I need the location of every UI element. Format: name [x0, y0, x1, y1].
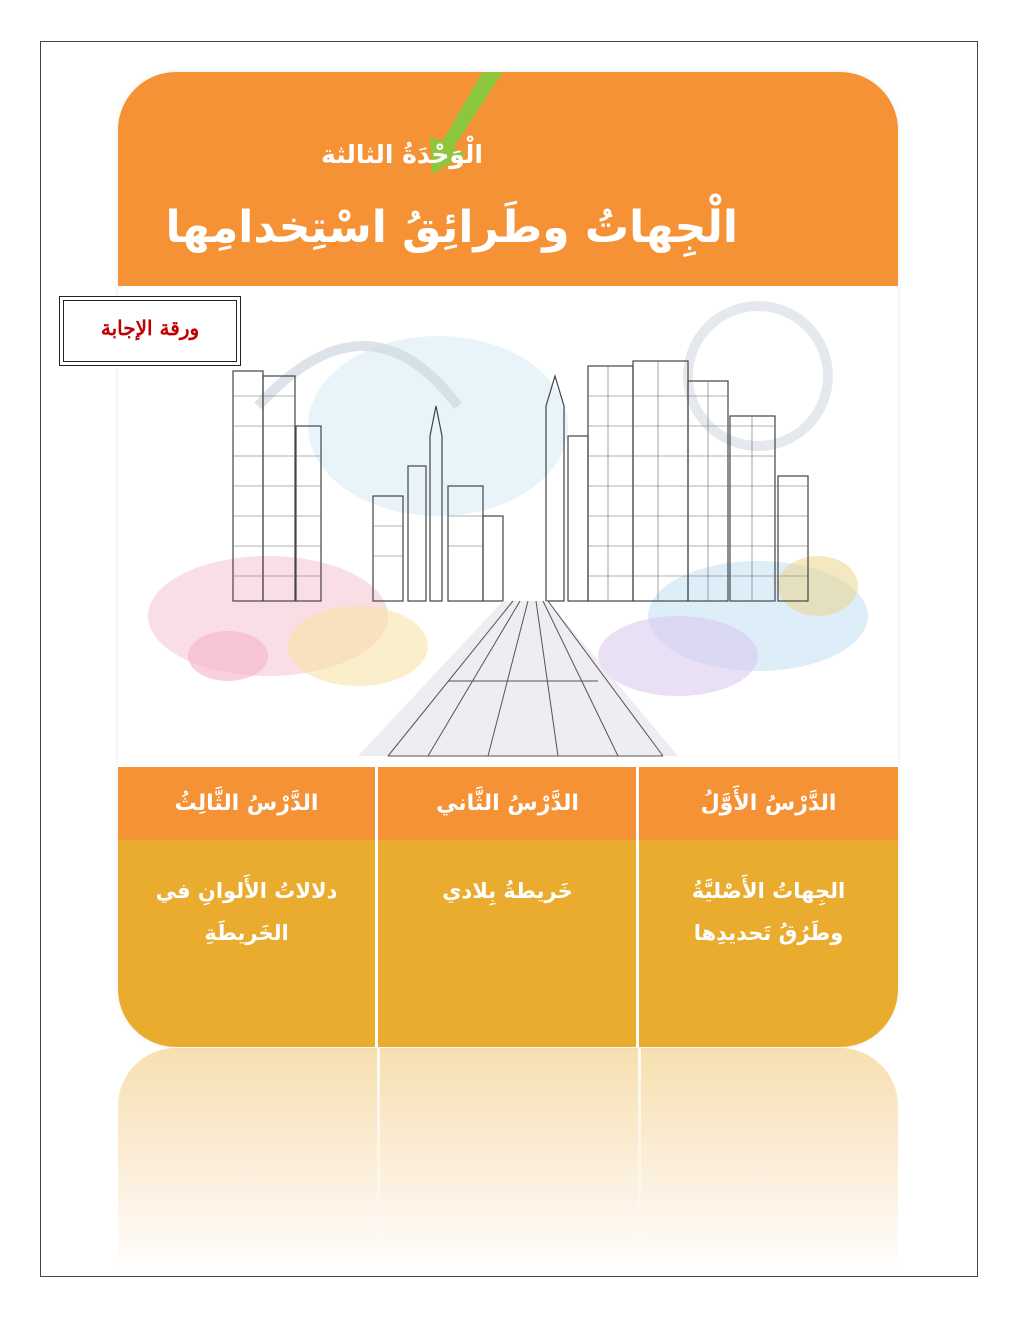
unit-label: الْوَحْدَةُ الثالثة [321, 140, 483, 169]
answer-sheet-label: ورقة الإجابة [100, 316, 200, 340]
answer-sheet-label-box [59, 296, 241, 366]
lesson-2-heading: الدَّرْسُ الثَّاني [378, 767, 637, 840]
lesson-3-heading: الدَّرْسُ الثَّالِثُ [118, 767, 376, 840]
lesson-2-title: خَريطةُ بِلادي [442, 879, 573, 903]
answer-sheet-label-frame [63, 300, 237, 362]
reflection-gradient [118, 1048, 898, 1273]
column-divider [375, 767, 378, 1047]
card-reflection [118, 1048, 898, 1273]
column-divider [636, 767, 639, 1047]
reflection-divider [638, 1048, 641, 1273]
lesson-1-heading: الدَّرْسُ الأَوَّلُ [639, 767, 898, 840]
lesson-3-body [118, 840, 376, 1047]
unit-cover-card [118, 72, 898, 1047]
unit-header [118, 72, 898, 286]
lesson-3 [118, 767, 376, 1047]
lesson-1-body [639, 840, 898, 1047]
lesson-2-body [378, 840, 637, 1047]
lessons-table [118, 767, 898, 1047]
unit-title: الْجِهاتُ وطَرائِقُ اسْتِخدامِها [165, 202, 738, 253]
lesson-2 [378, 767, 637, 1047]
reflection-divider [377, 1048, 380, 1273]
lesson-1-title: الجِهاتُ الأَصْليَّةُ وطَرُقُ تَحديدِها [691, 879, 846, 945]
lesson-1 [639, 767, 898, 1047]
lesson-3-title: دلالاتُ الأَلوانِ في الخَريطَةِ [155, 879, 338, 945]
